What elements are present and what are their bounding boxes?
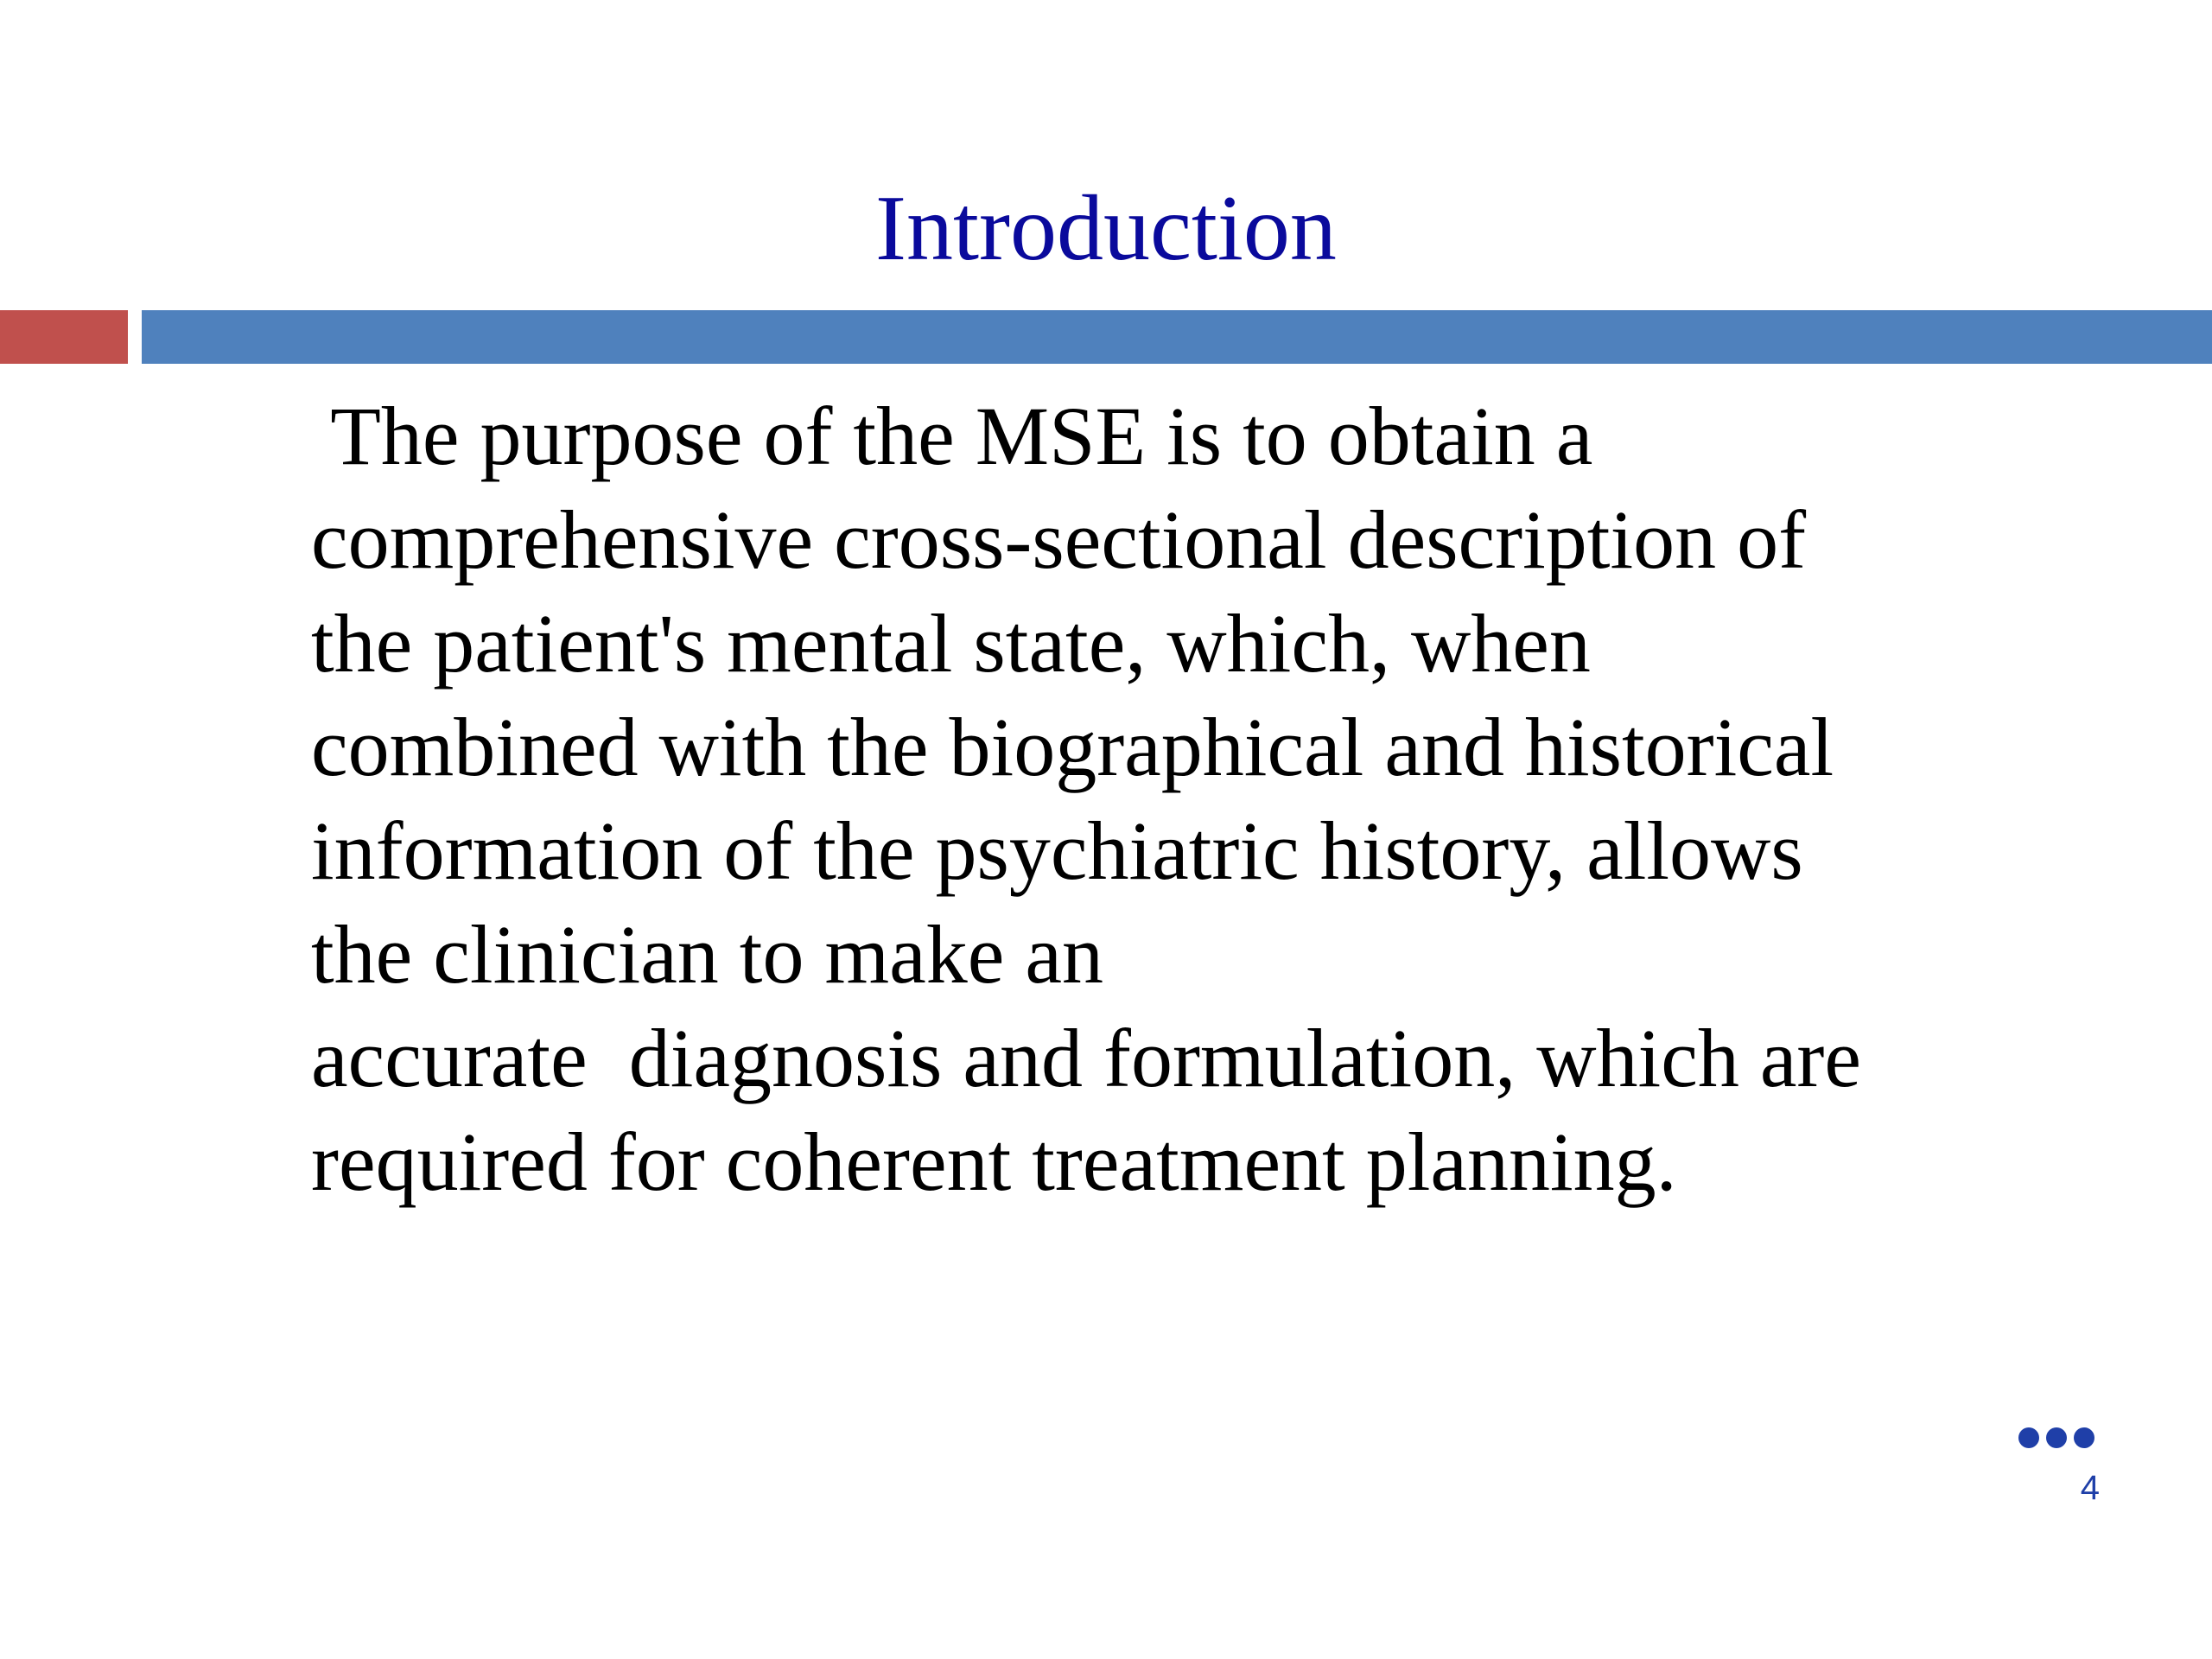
- dot: [2074, 1427, 2094, 1448]
- page-number: 4: [2080, 1469, 2100, 1507]
- body-line: required for coherent treatment planning.: [311, 1116, 1677, 1208]
- body-line: the patient's mental state, which, when: [311, 597, 1591, 690]
- body-line: accurate diagnosis and formulation, which are: [311, 1012, 1861, 1104]
- body-line: information of the psychiatric history, allows: [311, 804, 1803, 897]
- body-line: comprehensive cross-sectional description of: [311, 493, 1807, 586]
- title-accent-bar: [0, 310, 128, 364]
- dot: [2046, 1427, 2067, 1448]
- body-line: combined with the biographical and historical: [311, 701, 1834, 793]
- title-divider-bar: [142, 310, 2212, 364]
- slide-title: Introduction: [875, 177, 1337, 280]
- ellipsis-icon: [2018, 1427, 2096, 1450]
- body-paragraph: [311, 385, 2022, 1214]
- dot: [2018, 1427, 2039, 1448]
- body-line: the clinician to make an: [311, 908, 1103, 1001]
- body-line: The purpose of the MSE is to obtain a: [311, 390, 1593, 482]
